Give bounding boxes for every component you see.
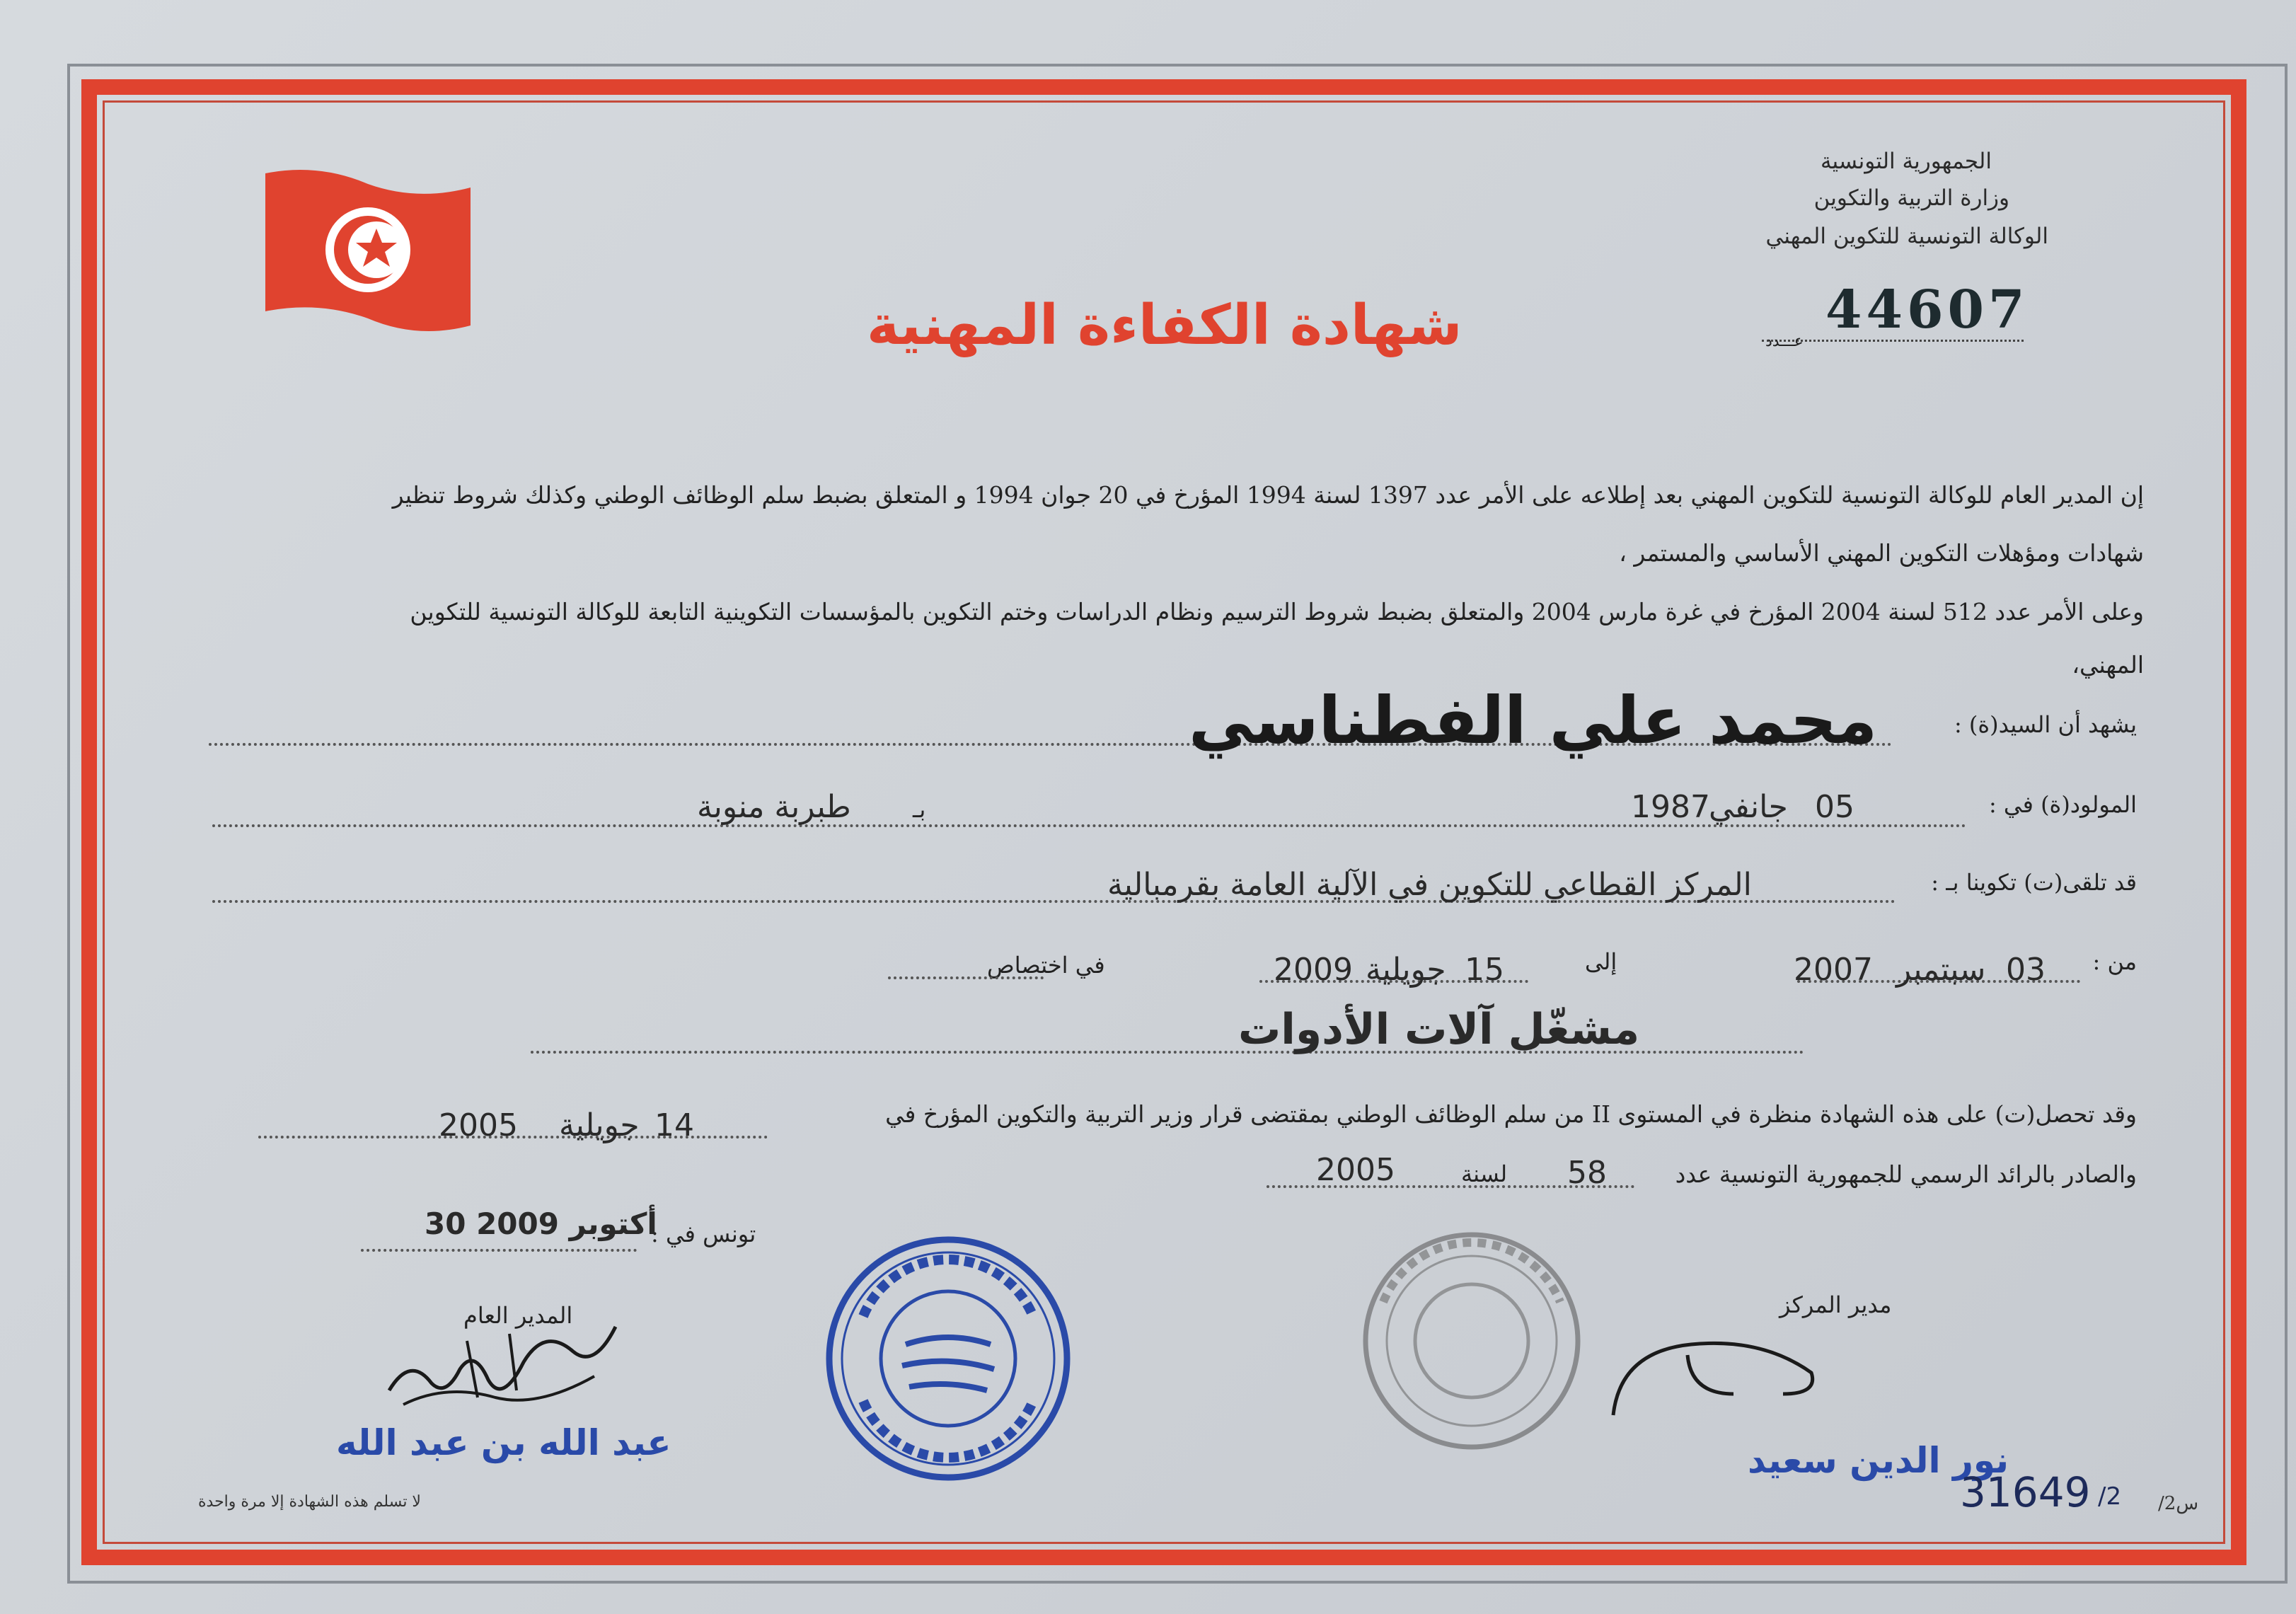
tunis-date-label: تونس في : bbox=[651, 1221, 756, 1247]
to-day: 15 bbox=[1465, 952, 1504, 988]
header-republic: الجمهورية التونسية bbox=[1820, 149, 1992, 174]
serial-prefix: عـــدد bbox=[1765, 333, 1804, 350]
birth-place: طبربة منوبة bbox=[697, 789, 851, 825]
issue-date: 30 أكتوبر 2009 bbox=[425, 1206, 657, 1241]
center-director-label: مدير المركز bbox=[1779, 1291, 1892, 1318]
birth-month: جانفي bbox=[1709, 789, 1788, 825]
header-agency: الوكالة التونسية للتكوين المهني bbox=[1765, 224, 2048, 249]
trained-label: قد تلقى(ت) تكوينا بـ : bbox=[1931, 869, 2137, 896]
paragraph-2-line-1: وعلى الأمر عدد 512 لسنة 2004 المؤرخ في غرة مارس 2004 والمتعلق بضبط شروط الترسيم ونظام الدراسات وختم التكوين بالمؤسسات التكوينية التابعة للوكالة التونسية للتكوين bbox=[410, 598, 2144, 626]
gazette-year: 2005 bbox=[1316, 1152, 1395, 1188]
birth-place-prefix: بـ bbox=[913, 796, 926, 823]
director-general-name: عبد الله بن عبد الله bbox=[336, 1422, 671, 1463]
decree-day: 14 bbox=[654, 1107, 694, 1143]
tunisian-flag-icon bbox=[262, 166, 474, 336]
obtained-line: وقد تحصل(ت) على هذه الشهادة منظرة في المستوى II من سلم الوظائف الوطني بمقتضى قرار وزير التربية والتكوين المؤرخ في bbox=[885, 1100, 2137, 1128]
specialty: مشغّل آلات الأدوات bbox=[1238, 1005, 1640, 1054]
official-stamp-icon bbox=[821, 1231, 1075, 1486]
center-director-name: نور الدين سعيد bbox=[1748, 1440, 2009, 1481]
faded-stamp-icon bbox=[1355, 1224, 1588, 1458]
decree-year: 2005 bbox=[439, 1107, 518, 1143]
decree-month: جويلية bbox=[559, 1107, 640, 1143]
birth-year: 1987 bbox=[1631, 789, 1710, 825]
gazette-line: والصادر بالرائد الرسمي للجمهورية التونسية عدد bbox=[1675, 1160, 2137, 1188]
issue-date-dotted-line bbox=[361, 1249, 637, 1252]
to-label: إلى bbox=[1585, 948, 1617, 975]
director-general-label: المدير العام bbox=[463, 1302, 573, 1329]
paragraph-1-line-1: إن المدير العام للوكالة التونسية للتكوين المهني بعد إطلاعه على الأمر عدد 1397 لسنة 1994 المؤرخ في 20 جوان 1994 و المتعلق بضبط سلم الوظائف الوطني وكذلك شروط تنظير bbox=[392, 481, 2144, 509]
gazette-year-label: لسنة bbox=[1461, 1160, 1508, 1187]
to-month: جويلية bbox=[1366, 952, 1446, 988]
single-issue-note: لا تسلم هذه الشهادة إلا مرة واحدة bbox=[198, 1493, 421, 1511]
reference-code: س2/ bbox=[2158, 1493, 2199, 1514]
from-label: من : bbox=[2092, 948, 2137, 975]
birth-day: 05 bbox=[1815, 789, 1854, 825]
to-year: 2009 bbox=[1274, 952, 1353, 988]
director-general-signature-icon bbox=[382, 1313, 623, 1419]
from-year: 2007 bbox=[1794, 952, 1873, 988]
paragraph-1-line-2: شهادات ومؤهلات التكوين المهني الأساسي والمستمر ، bbox=[1619, 539, 2144, 567]
born-label: المولود(ة) في : bbox=[1988, 791, 2137, 818]
certifies-label: يشهد أن السيد(ة) : bbox=[1954, 711, 2137, 738]
from-day: 03 bbox=[2006, 952, 2046, 988]
certificate-title: شهادة الكفاءة المهنية bbox=[867, 294, 1463, 357]
training-center: المركز القطاعي للتكوين في الآلية العامة بقرمبالية bbox=[1107, 867, 1752, 903]
gazette-number: 58 bbox=[1567, 1155, 1607, 1191]
header-ministry: وزارة التربية والتكوين bbox=[1813, 185, 2009, 211]
paragraph-2-line-2: المهني، bbox=[2072, 651, 2144, 679]
specialty-label: في اختصاص bbox=[987, 952, 1105, 979]
serial-number: 44607 bbox=[1825, 279, 2029, 340]
from-month: سبتمبر bbox=[1896, 952, 1986, 988]
specialty-label-dots bbox=[888, 976, 1044, 979]
recipient-name: محمد علي الفطناسي bbox=[1189, 683, 1878, 759]
center-director-signature-icon bbox=[1606, 1323, 1833, 1422]
reference-number: 31649 bbox=[1960, 1468, 2091, 1516]
reference-suffix: /2 bbox=[2098, 1482, 2122, 1511]
